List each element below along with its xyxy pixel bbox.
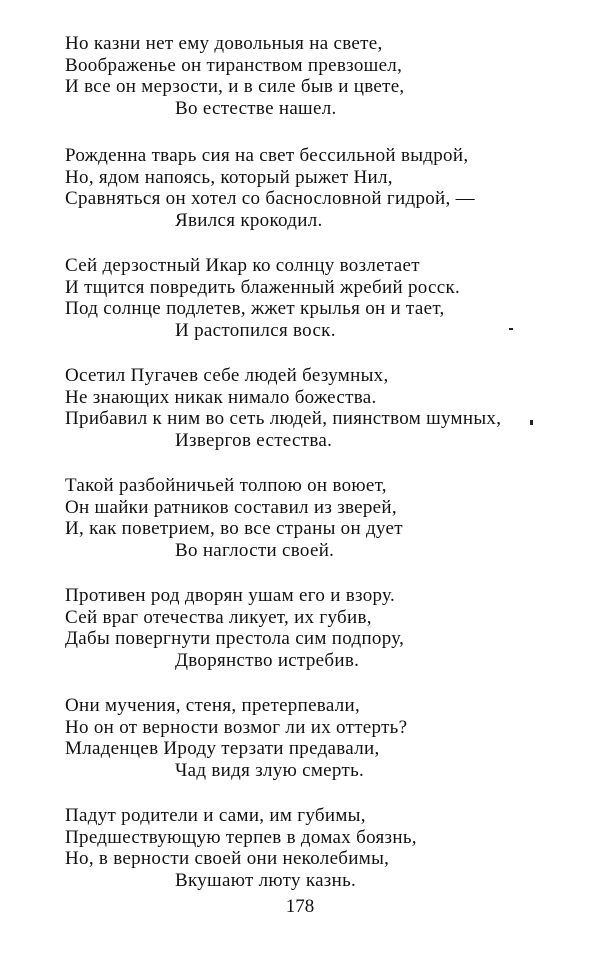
verse-line-indented: И растопился воск. — [175, 319, 336, 341]
verse-line: Сей враг отечества ликует, их губив, — [65, 606, 372, 628]
stanza-6 — [65, 585, 585, 671]
verse-line: Но, ядом напоясь, который рыжет Нил, — [65, 166, 393, 188]
verse-line-indented: Дворянство истребив. — [175, 649, 360, 671]
stanza-7 — [65, 695, 585, 781]
verse-line: Но он от верности возмог ли их оттерть? — [65, 716, 408, 738]
verse-line: Но казни нет ему довольныя на свете, — [65, 33, 383, 54]
verse-line: Падут родители и сами, им губимы, — [65, 805, 366, 826]
scan-speck — [509, 328, 513, 330]
verse-line: Такой разбойничьей толпою он воюет, — [65, 475, 387, 496]
stanza-5 — [65, 475, 585, 561]
verse-line: Прибавил к ним во сеть людей, пиянством шумных, — [65, 408, 502, 429]
stanza-8 — [65, 805, 585, 891]
verse-line-indented: Чад видя злую смерть. — [175, 759, 365, 781]
verse-line: Младенцев Ироду терзати предавали, — [65, 738, 380, 759]
verse-line-indented: Во естестве нашел. — [175, 97, 337, 119]
verse-line: И все он мерзости, и в силе быв и цвете, — [65, 76, 405, 97]
verse-line: Они мучения, стеня, претерпевали, — [65, 695, 361, 716]
verse-line: Осетил Пугачев себе людей безумных, — [65, 365, 389, 386]
verse-line: Сей дерзостный Икар ко солнцу возлетает — [65, 255, 420, 276]
stanza-1 — [65, 33, 585, 119]
verse-line: Предшествующую терпев в домах боязнь, — [65, 826, 417, 848]
verse-line: Рожденна тварь сия на свет бессильной выдрой, — [65, 145, 469, 166]
verse-line: Под солнце подлетев, жжет крылья он и тает, — [65, 298, 445, 319]
verse-line: И тщится повредить блаженный жребий росск. — [65, 276, 461, 298]
page-number: 178 — [285, 896, 315, 917]
scan-speck — [530, 420, 533, 425]
verse-line-indented: Извергов естества. — [175, 429, 333, 451]
stanza-3 — [65, 255, 585, 341]
verse-line: Дабы повергнути престола сим подпору, — [65, 628, 405, 649]
verse-line: Но, в верности своей они неколебимы, — [65, 848, 390, 869]
verse-line: Не знающих никак нимало божества. — [65, 386, 377, 408]
verse-line-indented: Явился крокодил. — [175, 209, 323, 231]
verse-line-indented: Вкушают люту казнь. — [175, 869, 357, 891]
verse-line: И, как поветрием, во все страны он дует — [65, 518, 403, 539]
verse-line: Воображенье он тиранством превзошел, — [65, 54, 403, 76]
stanza-4 — [65, 365, 585, 451]
verse-line: Он шайки ратников составил из зверей, — [65, 496, 397, 518]
verse-line-indented: Во наглости своей. — [175, 539, 335, 561]
verse-line: Противен род дворян ушам его и взору. — [65, 585, 396, 606]
verse-line: Сравняться он хотел со баснословной гидрой, — — [65, 188, 475, 209]
stanza-2 — [65, 145, 585, 231]
